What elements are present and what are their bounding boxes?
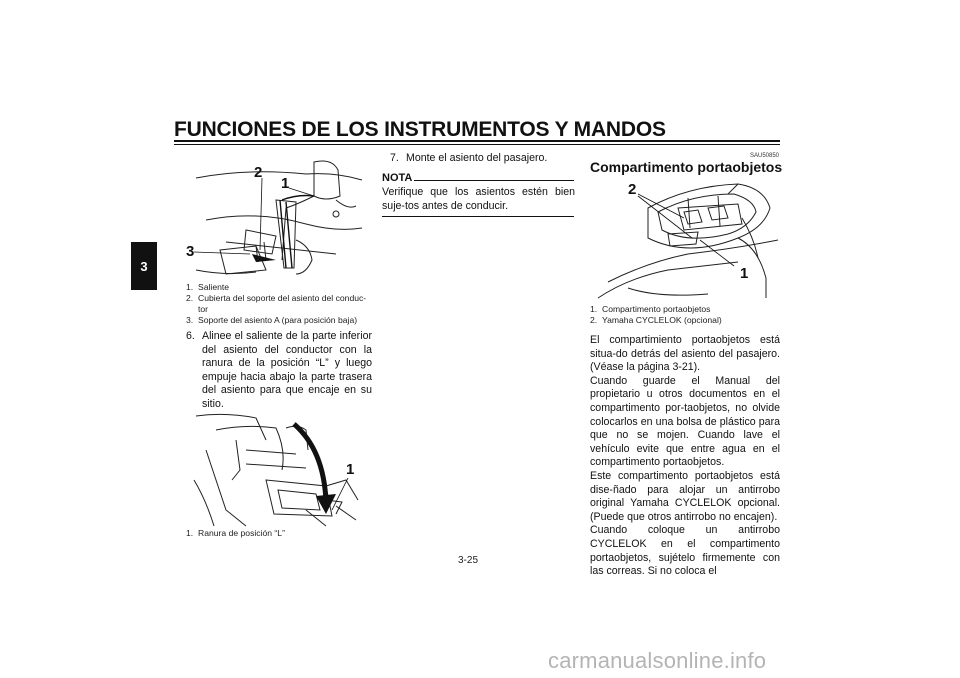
chapter-number: 3 — [140, 258, 148, 274]
caption-row: 1. Saliente — [186, 282, 230, 292]
chapter-tab — [131, 242, 157, 290]
caption-row: 1. Ranura de posición “L” — [186, 528, 285, 538]
caption-row: 2. Cubierta del soporte del asiento del conduc-tor — [186, 293, 367, 314]
reference-code: SAU50850 — [750, 153, 780, 159]
header-rule-thin — [174, 144, 780, 145]
callout-2: 2 — [628, 181, 637, 198]
header-rule — [174, 140, 780, 142]
storage-compartment-illustration — [588, 178, 780, 300]
paragraph: Cuando coloque un antirrobo CYCLELOK en el compartimento portaobjetos, sujételo firmemente con las correas. Si no coloca el — [590, 524, 780, 578]
caption-row: 1. Compartimento portaobjetos — [590, 304, 711, 314]
note-rule-top — [414, 180, 574, 181]
right-figure-caption — [590, 304, 780, 326]
note-label: NOTA — [382, 172, 413, 184]
note-text: Verifique que los asientos estén bien suje-tos antes de conducir. — [382, 186, 575, 212]
step-number: 6. — [186, 330, 195, 342]
section-title: Compartimento portaobjetos — [590, 159, 783, 175]
step-number: 7. — [390, 152, 399, 164]
page-number: 3-25 — [458, 555, 479, 566]
step-7 — [390, 152, 576, 166]
figure1-caption — [186, 282, 376, 326]
callout-1: 1 — [281, 175, 290, 192]
seat-bracket-illustration — [186, 150, 370, 280]
callout-3: 3 — [186, 243, 195, 260]
note-rule-bottom — [382, 216, 574, 217]
right-body-text — [590, 334, 780, 579]
page-title: FUNCIONES DE LOS INSTRUMENTOS Y MANDOS — [174, 118, 666, 141]
step-text: Alinee el saliente de la parte inferior del asiento del conductor con la ranura de la posición “L” y luego empuje hacia abajo la parte trasera del asiento para que encaje en su sitio. — [202, 330, 372, 410]
paragraph: El compartimiento portaobjetos está situa-do detrás del asiento del pasajero. (Véase la página 3-21). — [590, 334, 780, 374]
paragraph: Este compartimento portaobjetos está dise-ñado para alojar un antirrobo original Yamaha CYCLELOK opcional. (Puede que otros antirrobo no encajen). — [590, 469, 780, 523]
caption-row: 3. Soporte del asiento A (para posición baja) — [186, 315, 358, 325]
watermark: carmanualsonline.info — [548, 648, 767, 673]
paragraph: Cuando guarde el Manual del propietario u otros documentos en el compartimento por-taobjetos, no olvide colocarlos en una bolsa de plástico para que no se mojen. Cuando lave el vehículo evite que entre agua en el compartimento portaobjetos. — [590, 374, 780, 469]
callout-1: 1 — [740, 265, 749, 282]
seat-slot-illustration — [186, 410, 370, 530]
step-6 — [186, 330, 372, 412]
caption-row: 2. Yamaha CYCLELOK (opcional) — [590, 315, 722, 325]
callout-1: 1 — [346, 461, 355, 478]
callout-2: 2 — [254, 164, 263, 181]
step-text: Monte el asiento del pasajero. — [406, 152, 548, 164]
figure2-caption — [186, 528, 376, 539]
